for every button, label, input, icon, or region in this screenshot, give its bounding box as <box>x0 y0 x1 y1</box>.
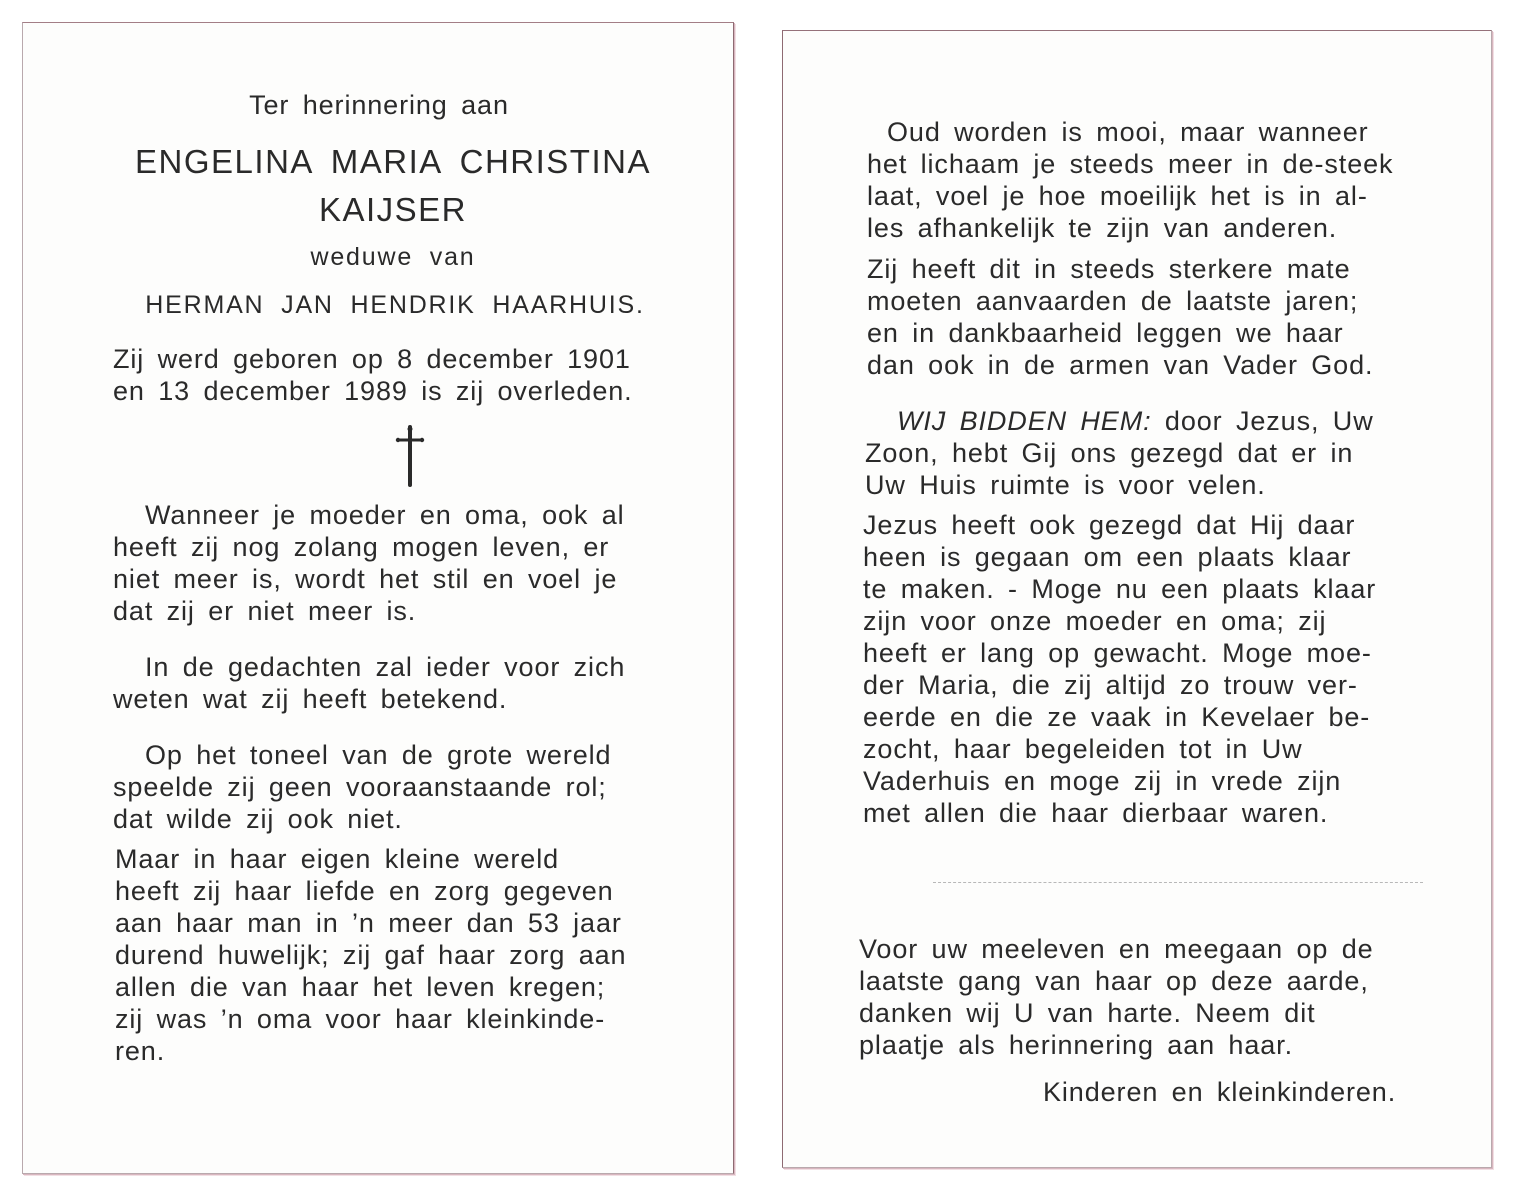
signature: Kinderen en kleinkinderen. <box>1043 1077 1397 1107</box>
text-line: allen die van haar het leven kregen; <box>115 972 606 1002</box>
text-line: plaatje als herinnering aan haar. <box>859 1030 1293 1060</box>
text-line: Voor uw meeleven en meegaan op de <box>859 934 1374 964</box>
text-line: Zij heeft dit in steeds sterkere mate <box>867 254 1351 284</box>
text-line: Uw Huis ruimte is voor velen. <box>865 470 1266 500</box>
text-line: dat wilde zij ook niet. <box>113 804 403 834</box>
text-line: zijn voor onze moeder en oma; zij <box>863 606 1327 636</box>
text-line: eerde en die ze vaak in Kevelaer be- <box>863 702 1371 732</box>
memorial-card-left <box>22 22 734 1174</box>
text-line: te maken. - Moge nu een plaats klaar <box>863 574 1377 604</box>
text-line: les afhankelijk te zijn van anderen. <box>867 213 1338 243</box>
text-line: laat, voel je hoe moeilijk het is in al- <box>867 181 1368 211</box>
prayer-line <box>897 405 1374 437</box>
text-line: laatste gang van haar op deze aarde, <box>859 966 1369 996</box>
text-line: niet meer is, wordt het stil en voel je <box>113 564 618 594</box>
text-line: weten wat zij heeft betekend. <box>113 684 508 714</box>
text-line: het lichaam je steeds meer in de-steek <box>867 149 1394 179</box>
text-line: durend huwelijk; zij gaf haar zorg aan <box>115 940 627 970</box>
deceased-name-line2: KAIJSER <box>318 191 468 228</box>
intro-text: Ter herinnering aan <box>249 90 509 120</box>
text-line: met allen die haar dierbaar waren. <box>863 798 1329 828</box>
text-line: zij was ’n oma voor haar kleinkinde- <box>115 1004 606 1034</box>
text-line: heeft zij haar liefde en zorg gegeven <box>115 876 614 906</box>
text-line: der Maria, die zij altijd zo trouw ver- <box>863 670 1358 700</box>
memorial-card-right <box>782 30 1492 1168</box>
text-line: Jezus heeft ook gezegd dat Hij daar <box>863 510 1356 540</box>
text-line: zocht, haar begeleiden tot in Uw <box>863 734 1303 764</box>
text-line: Wanneer je moeder en oma, ook al <box>145 500 625 530</box>
text-line: ren. <box>115 1036 166 1066</box>
text-line: heeft zij nog zolang mogen leven, er <box>113 532 610 562</box>
text-line: speelde zij geen vooraanstaande rol; <box>113 772 607 802</box>
text-line: Zoon, hebt Gij ons gezegd dat er in <box>865 438 1354 468</box>
deceased-name-line1: ENGELINA MARIA CHRISTINA <box>135 143 651 180</box>
prayer-text: door Jezus, Uw <box>1164 406 1374 436</box>
text-line: moeten aanvaarden de laatste jaren; <box>867 286 1359 316</box>
text-line: aan haar man in ’n meer dan 53 jaar <box>115 908 622 938</box>
birth-line: Zij werd geboren op 8 december 1901 <box>113 344 631 374</box>
text-line: dat zij er niet meer is. <box>113 596 417 626</box>
widow-of-text: weduwe van <box>310 243 476 271</box>
cross-icon <box>395 423 425 489</box>
text-line: danken wij U van harte. Neem dit <box>859 998 1316 1028</box>
text-line: Oud worden is mooi, maar wanneer <box>887 117 1369 147</box>
text-line: heeft er lang op gewacht. Moge moe- <box>863 638 1372 668</box>
text-line: Vaderhuis en moge zij in vrede zijn <box>863 766 1342 796</box>
text-line: en in dankbaarheid leggen we haar <box>867 318 1344 348</box>
text-line: In de gedachten zal ieder voor zich <box>145 652 626 682</box>
death-line: en 13 december 1989 is zij overleden. <box>113 376 633 406</box>
text-line: Maar in haar eigen kleine wereld <box>115 844 560 874</box>
text-line: Op het toneel van de grote wereld <box>145 740 612 770</box>
divider <box>933 882 1423 883</box>
prayer-heading: WIJ BIDDEN HEM: <box>897 406 1152 436</box>
husband-name: HERMAN JAN HENDRIK HAARHUIS. <box>145 291 645 319</box>
text-line: dan ook in de armen van Vader God. <box>867 350 1374 380</box>
text-line: heen is gegaan om een plaats klaar <box>863 542 1352 572</box>
